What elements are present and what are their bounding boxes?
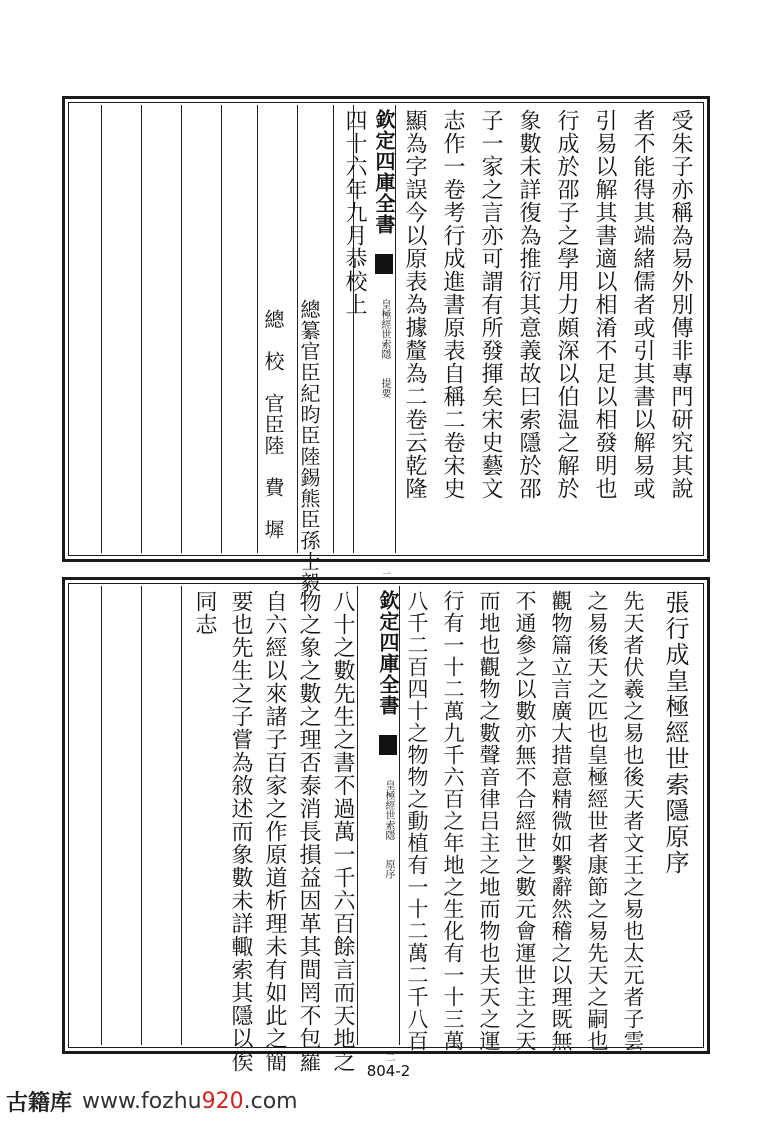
watermark-url-digits: 920 — [201, 1088, 244, 1114]
column-rule — [333, 105, 334, 553]
site-watermark — [0, 1080, 300, 1122]
preface-line-4: 不通參之以數亦無不合經世之數元會運世主之天 — [513, 590, 537, 1052]
preface-line-2: 之易後天之匹也皇極經世者康節之易先天之嗣也 — [585, 590, 609, 1052]
text-line-7: 志作一卷考行成進書原表自稱二卷宋史 — [440, 109, 465, 500]
preface-line-10: 自六經以來諸子百家之作原道析理未有如此之簡 — [262, 590, 287, 1073]
preface-title: 張行成皇極經世索隱原序 — [661, 590, 689, 876]
preface-line-7: 八千二百四十之物物之動植有一十二萬二千八百 — [405, 590, 429, 1052]
preface-line-12: 同志 — [192, 590, 217, 636]
book-title: 欽定四庫全書 — [376, 590, 400, 716]
top-page-frame — [62, 96, 710, 593]
page-number: 804-2 — [366, 1062, 411, 1080]
column-rule — [181, 105, 182, 553]
preface-line-9: 物之象之數之理否泰消長損益因革其間罔不包羅 — [296, 590, 321, 1073]
fishtail-page: 二 — [379, 571, 390, 581]
text-line-2: 者不能得其端緒儒者或引其書以解易或 — [630, 109, 655, 500]
fishtail-chapter: 皇極經世索隱 — [379, 299, 390, 359]
text-line-5: 象數未詳復為推衍其意義故曰索隱於邵 — [516, 109, 541, 500]
text-line-8: 顯為字誤今以原表為據釐為二卷云乾隆 — [402, 109, 427, 500]
column-rule — [141, 586, 142, 1045]
preface-line-1: 先天者伏羲之易也後天者文王之易也太元者子雲 — [621, 590, 645, 1052]
text-line-6: 子一家之言亦可謂有所發揮矣宋史藝文 — [478, 109, 503, 500]
column-rule — [181, 586, 182, 1045]
preface-line-5: 而地也觀物之數聲音律吕主之地而物也夫天之運 — [477, 590, 501, 1052]
column-rule — [101, 586, 102, 1045]
preface-line-6: 行有一十二萬九千六百之年地之生化有一十三萬 — [441, 590, 465, 1052]
text-line-3: 引易以解其書適以相淆不足以相發明也 — [592, 109, 617, 500]
watermark-site-name: 古籍库 — [6, 1090, 73, 1116]
preface-line-8: 八十之數先生之書不過萬一千六百餘言而天地之 — [330, 590, 355, 1073]
text-line-9: 四十六年九月恭校上 — [342, 109, 367, 316]
preface-line-3: 觀物篇立言廣大措意精微如繫辭然稽之以理既無 — [549, 590, 573, 1052]
fishtail-page: 二 — [383, 1052, 394, 1062]
preface-line-11: 要也先生之子嘗為敘述而象數未詳輙索其隱以俟 — [228, 590, 253, 1073]
credit-line-zongxiao: 總 校 官臣陸 費 墀 — [261, 309, 285, 540]
credit-line-zongzuan: 總纂官臣紀昀臣陸錫熊臣孫士毅 — [297, 299, 321, 593]
fishtail-section: 原序 — [383, 859, 394, 879]
fishtail-chapter: 皇極經世索隱 — [383, 780, 394, 840]
column-rule — [101, 105, 102, 553]
column-rule — [221, 105, 222, 553]
fishtail-mark-icon — [375, 254, 393, 274]
watermark-url-suffix: .com — [243, 1088, 298, 1114]
watermark-url-prefix: www.fozhu — [82, 1088, 202, 1114]
text-line-4: 行成於邵子之學用力頗深以伯温之解於 — [554, 109, 579, 500]
text-line-1: 受朱子亦稱為易外別傳非專門研究其說 — [668, 109, 693, 500]
column-rule — [141, 105, 142, 553]
fishtail-column — [359, 590, 400, 1062]
book-title: 欽定四庫全書 — [372, 109, 396, 235]
fishtail-mark-icon — [379, 735, 397, 755]
fishtail-section: 提要 — [379, 378, 390, 398]
